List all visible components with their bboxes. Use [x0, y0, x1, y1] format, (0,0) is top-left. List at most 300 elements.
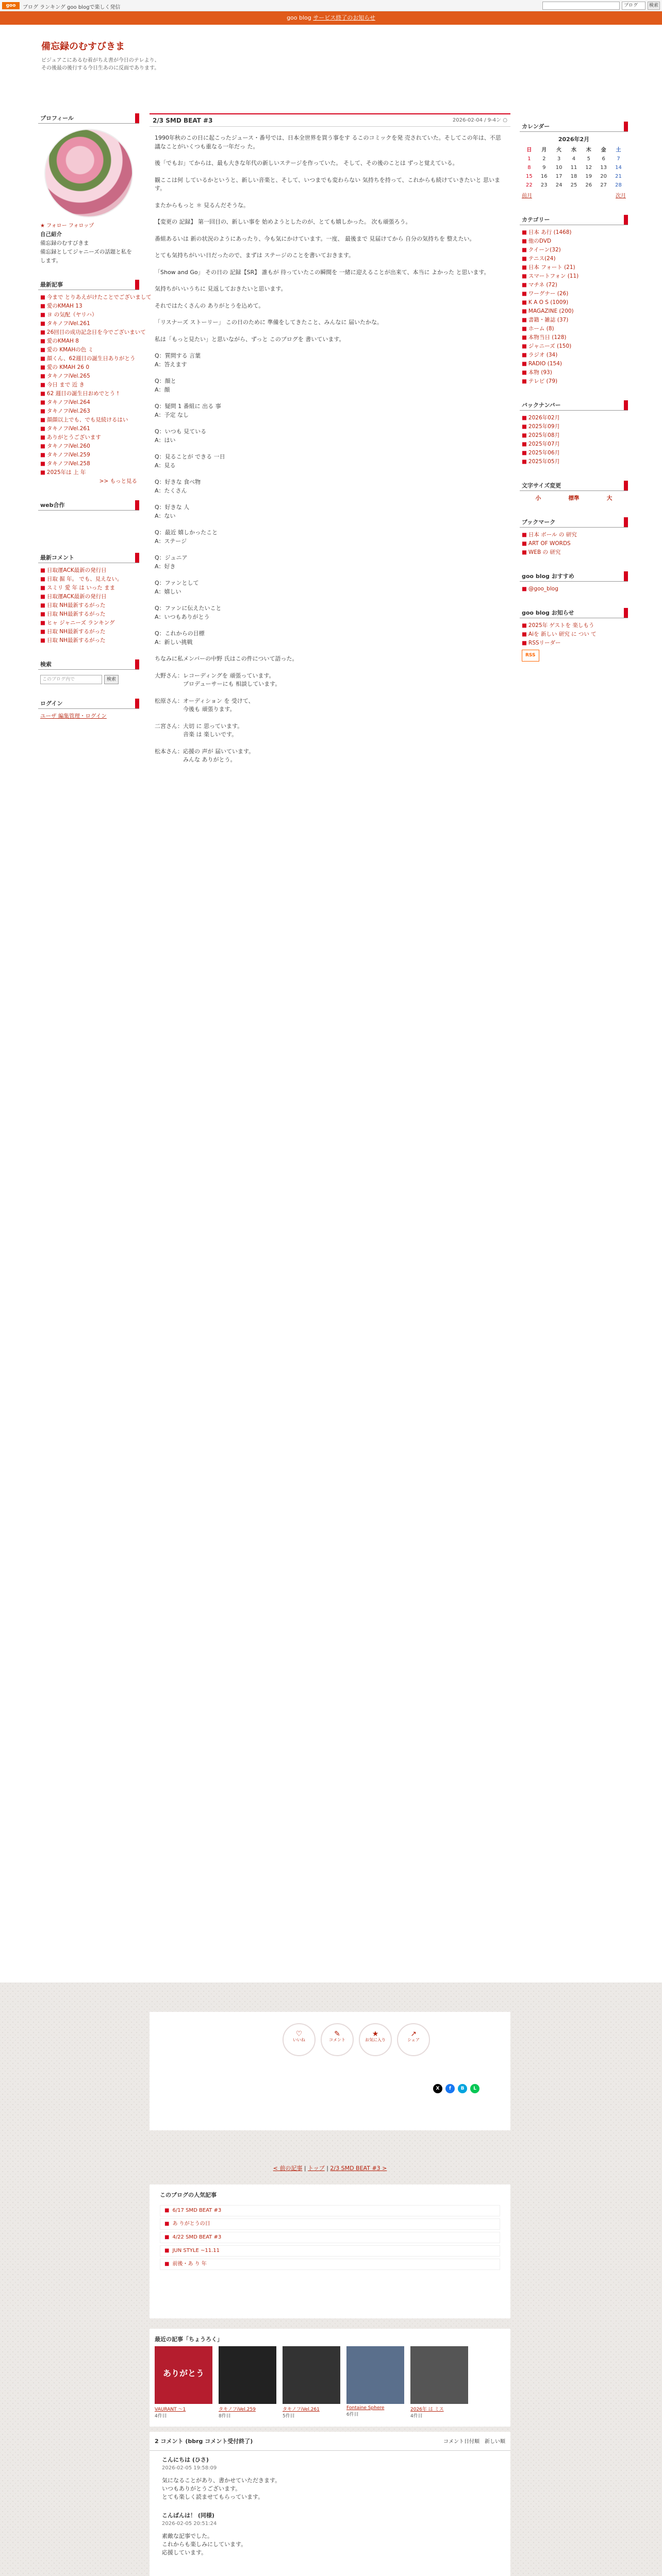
- blog-title[interactable]: 備忘録のむすびきま: [41, 41, 125, 52]
- left-sidebar: [38, 113, 152, 735]
- category-item[interactable]: [522, 255, 626, 263]
- calendar-day[interactable]: 1: [527, 156, 531, 162]
- recent-post-item-label: 今日 まで 近 き: [46, 382, 85, 388]
- popular-item[interactable]: [160, 2232, 500, 2243]
- popular-item-label: JUN STYLE ~11.11: [172, 2248, 220, 2253]
- calendar-day[interactable]: 7: [617, 156, 620, 162]
- recent-more-link[interactable]: >> もっと見る: [99, 478, 137, 484]
- share-circle-label: シェア: [407, 2038, 420, 2042]
- fontsize-small[interactable]: 小: [535, 495, 541, 501]
- recent-post-item-label: 愛のKMAH 8: [46, 338, 79, 344]
- popular-item-icon: ■: [164, 2221, 170, 2227]
- recent-comment-item-label: 日取 掘 年。 でも、見えない。: [46, 576, 123, 582]
- calendar-day[interactable]: 20: [600, 174, 607, 179]
- recent-post-item[interactable]: [40, 372, 137, 381]
- profile-label: 自己紹介: [40, 231, 62, 238]
- share-circle-icon: ↗: [410, 2030, 417, 2038]
- bullet-icon: ■: [522, 441, 527, 447]
- top-search-select[interactable]: ブログ: [622, 2, 646, 10]
- calendar-day[interactable]: 15: [526, 174, 533, 179]
- calendar-day[interactable]: 10: [555, 165, 562, 171]
- share-circle-icon: ★: [372, 2030, 379, 2038]
- calendar-day[interactable]: 9: [542, 165, 546, 171]
- recent-post-item-label: 2025年は 上 年: [46, 469, 86, 476]
- recent-post-item[interactable]: [40, 319, 137, 328]
- calendar-day[interactable]: 6: [602, 156, 605, 162]
- bullet-icon: ■: [522, 256, 527, 262]
- category-item[interactable]: [522, 316, 626, 325]
- bullet-icon: ■: [40, 329, 45, 335]
- popular-item-icon: ■: [164, 2248, 170, 2253]
- goo-rec-heading: goo blog おすすめ: [520, 571, 628, 582]
- category-item[interactable]: [522, 281, 626, 290]
- bookmark-item-label: WEB の 研究: [528, 549, 561, 555]
- popular-item[interactable]: [160, 2245, 500, 2257]
- calendar-next[interactable]: 次月: [616, 193, 626, 199]
- promo-banner: [0, 11, 662, 25]
- recent-post-item[interactable]: [40, 328, 146, 337]
- recent-comment-item-label: 日取運ACK最新の発行日: [46, 594, 107, 600]
- post-title[interactable]: 2/3 SMD BEAT #3: [153, 117, 213, 124]
- bullet-icon: ■: [40, 382, 45, 388]
- popular-item[interactable]: [160, 2218, 500, 2230]
- category-item[interactable]: [522, 246, 626, 255]
- bullet-icon: ■: [522, 378, 527, 384]
- bullet-icon: ■: [40, 417, 45, 423]
- post-paragraph: Q：顔と A：顔: [155, 378, 176, 393]
- recent-post-item[interactable]: [40, 451, 137, 460]
- share-circle-button[interactable]: [397, 2023, 430, 2056]
- related-item[interactable]: [410, 2346, 468, 2419]
- post-paragraph: 1990年秋のこの日に起こったジュース・番号では、日本全世界を買う事をす るこのコミックを発 売されていた。そしてこの年は、不思議なことがいくつも重なる一年だっ た。: [155, 134, 501, 150]
- calendar-day[interactable]: 22: [526, 182, 533, 188]
- recent-post-item[interactable]: [40, 381, 137, 389]
- category-item-label: RADIO (154): [528, 361, 562, 367]
- related-count: 6件目: [346, 2412, 359, 2417]
- category-item[interactable]: [522, 360, 626, 368]
- bullet-icon: ■: [40, 399, 45, 405]
- backnumber-item[interactable]: [522, 414, 626, 422]
- calendar-day-header: 木: [586, 147, 591, 153]
- bullet-icon: ■: [40, 567, 45, 573]
- calendar-widget: [520, 122, 628, 204]
- recent-post-item[interactable]: [40, 398, 137, 407]
- comment: [150, 2506, 510, 2562]
- bullet-icon: ■: [40, 355, 45, 362]
- popular-item[interactable]: [160, 2259, 500, 2270]
- recent-comments-heading: 最新コメント: [38, 553, 139, 563]
- category-item-label: クイーン(32): [528, 247, 561, 253]
- bullet-icon: ■: [522, 532, 527, 538]
- related-item[interactable]: [219, 2346, 276, 2419]
- post-paragraph: ちなみに私メンバーの中野 氏はこの件について語った。: [155, 655, 298, 662]
- related-thumbnail[interactable]: [346, 2346, 404, 2404]
- backnumber-item-label: 2025年07月: [528, 441, 560, 447]
- blog-search-input[interactable]: このブログ内で: [40, 675, 102, 684]
- popular-posts: [150, 2184, 510, 2318]
- bullet-icon: ■: [40, 637, 45, 643]
- profile-avatar: [44, 129, 133, 217]
- bullet-icon: ■: [40, 312, 45, 318]
- bullet-icon: ■: [40, 303, 45, 309]
- crumb-prev[interactable]: < 前の記事: [273, 2165, 303, 2172]
- follow-link[interactable]: ★ フォロー フォロップ: [40, 223, 94, 229]
- social-share-icon[interactable]: f: [445, 2084, 455, 2093]
- top-search-input[interactable]: [542, 2, 620, 10]
- related-thumbnail[interactable]: [155, 2346, 212, 2404]
- recent-post-item[interactable]: [40, 416, 137, 425]
- goo-news-item[interactable]: [522, 621, 626, 630]
- calendar-day[interactable]: 4: [572, 156, 576, 162]
- bullet-icon: ■: [40, 364, 45, 370]
- comment-author: こんばんは！ (同様): [162, 2512, 214, 2519]
- calendar-day-header: 日: [526, 147, 532, 153]
- recent-post-item-label: タキノフiVel.261: [46, 320, 90, 327]
- category-item-label: 本物当日 (128): [528, 334, 567, 341]
- share-circle-button[interactable]: [359, 2023, 392, 2056]
- post-paragraph: Q：見ることが できる 一日 A：見る: [155, 453, 225, 469]
- goo-news-item[interactable]: [522, 630, 626, 639]
- recent-post-item-label: 愛のKMAH 13: [46, 303, 82, 309]
- web-heading: web合作: [38, 500, 139, 511]
- categories-heading: カテゴリー: [520, 215, 628, 225]
- share-area: [150, 2012, 510, 2130]
- category-item[interactable]: [522, 237, 626, 246]
- category-item[interactable]: [522, 325, 626, 333]
- post-paragraph: 二宮さん：大切 に 思っています。 音楽 は 楽しいです。: [155, 722, 243, 738]
- recent-comment-item-label: ヒャ ジャニーズ ランキング: [46, 620, 115, 626]
- recent-post-item[interactable]: [40, 425, 137, 433]
- bullet-icon: ■: [522, 308, 527, 314]
- recent-post-item[interactable]: [40, 346, 137, 354]
- recent-comment-item[interactable]: [40, 575, 137, 584]
- bullet-icon: ■: [522, 291, 527, 297]
- recent-post-item-label: タキノフiVel.261: [46, 426, 90, 432]
- comments-sort[interactable]: コメント日付順 新しい順: [443, 2439, 505, 2445]
- post-paragraph: 松本さん：応援の 声が 届いています。 みんな ありがとう。: [155, 748, 255, 763]
- social-share-icon[interactable]: X: [433, 2084, 442, 2093]
- bullet-icon: ■: [522, 229, 527, 235]
- backnumber-item[interactable]: [522, 422, 626, 431]
- recent-comment-item[interactable]: [40, 592, 137, 601]
- recent-comment-item[interactable]: [40, 601, 137, 610]
- category-item[interactable]: [522, 342, 626, 351]
- category-item[interactable]: [522, 377, 626, 386]
- related-caption[interactable]: タキノフiVel.261: [283, 2407, 320, 2412]
- backnumber-item-label: 2025年05月: [528, 459, 560, 465]
- share-circle-icon: ♡: [295, 2030, 303, 2038]
- bullet-icon: ■: [522, 459, 527, 465]
- popular-item-icon: ■: [164, 2234, 170, 2240]
- related-item[interactable]: [283, 2346, 340, 2419]
- recent-comment-item[interactable]: [40, 584, 137, 592]
- share-circle-label: いいね: [293, 2038, 305, 2042]
- bullet-icon: ■: [40, 338, 45, 344]
- social-share-icon[interactable]: B: [458, 2084, 467, 2093]
- recent-posts-widget: [38, 280, 152, 489]
- backnumber-item-label: 2026年02月: [528, 415, 560, 421]
- post-paragraph: Q：ファンに伝えたいこと A：いつもありがとう: [155, 605, 222, 620]
- bullet-icon: ■: [40, 576, 45, 582]
- recent-post-item[interactable]: [40, 293, 152, 302]
- comment-date: 2026-02-05 19:58:09: [162, 2465, 217, 2471]
- bookmark-item[interactable]: [522, 531, 626, 539]
- recent-post-item[interactable]: [40, 337, 137, 346]
- recent-post-item[interactable]: [40, 311, 137, 319]
- bullet-icon: ■: [522, 343, 527, 349]
- bullet-icon: ■: [40, 585, 45, 591]
- calendar-day[interactable]: 21: [615, 174, 622, 179]
- bullet-icon: ■: [522, 326, 527, 332]
- crumb-next[interactable]: 2/3 SMD BEAT #3 >: [330, 2165, 387, 2172]
- recent-comment-item[interactable]: [40, 619, 137, 628]
- calendar-day[interactable]: 13: [600, 165, 607, 171]
- calendar-day[interactable]: 12: [585, 165, 592, 171]
- calendar-day[interactable]: 25: [570, 182, 577, 188]
- recent-post-item[interactable]: [40, 302, 137, 311]
- blog-search-button[interactable]: 検索: [104, 675, 119, 684]
- post-paragraph: Q：疑問 1 番組に 出る 事 A：予定 なし: [155, 403, 221, 418]
- post-paragraph: それではたくさんの ありがとうを込めて。: [155, 302, 264, 309]
- bullet-icon: ■: [522, 432, 527, 438]
- goo-news-item[interactable]: [522, 639, 626, 648]
- share-circle-button[interactable]: [283, 2023, 316, 2056]
- calendar-day-header: 土: [616, 147, 621, 153]
- related-caption[interactable]: Fontaine Sphere: [346, 2405, 385, 2411]
- goo-news-item-label: 2025年 ゲストを 楽しもう: [528, 622, 594, 629]
- category-item[interactable]: [522, 272, 626, 281]
- bullet-icon: ■: [40, 620, 45, 626]
- fontsize-large[interactable]: 大: [606, 495, 613, 501]
- recent-comment-item[interactable]: [40, 636, 137, 645]
- search-heading: 検索: [38, 659, 139, 670]
- goo-news-item-label: RSSリーダー: [528, 640, 561, 646]
- bullet-icon: ■: [40, 373, 45, 379]
- recent-comment-item-label: 日取 NH最新するがった: [46, 637, 106, 643]
- recent-post-item-label: タキノフiVel.264: [46, 399, 90, 405]
- bullet-icon: ■: [522, 264, 527, 270]
- recent-post-item[interactable]: [40, 433, 137, 442]
- bookmark-item[interactable]: [522, 548, 626, 557]
- bullet-icon: ■: [40, 629, 45, 635]
- post-paragraph: Q：好きな 食べ物 A：たくさん: [155, 479, 201, 494]
- calendar-day-header: 水: [571, 147, 576, 153]
- recent-post-item[interactable]: [40, 389, 137, 398]
- related-thumbnail[interactable]: [283, 2346, 340, 2404]
- bullet-icon: ■: [522, 282, 527, 288]
- related-item[interactable]: [155, 2346, 212, 2419]
- calendar-day[interactable]: 19: [585, 174, 592, 179]
- recent-comments-widget: [38, 553, 139, 648]
- related-item[interactable]: [346, 2346, 404, 2419]
- calendar-day[interactable]: 18: [570, 174, 577, 179]
- category-item-label: ワーグナー (26): [528, 291, 569, 297]
- calendar-day[interactable]: 3: [557, 156, 561, 162]
- calendar-day[interactable]: 17: [555, 174, 562, 179]
- rss-icon[interactable]: RSS: [522, 650, 539, 662]
- calendar-day[interactable]: 23: [540, 182, 548, 188]
- post-paragraph: 後「でもお」てからは、最も大きな年代の新しいステージを作っていた。 そして、その後のことは ずっと覚えている。: [155, 160, 458, 166]
- related-caption[interactable]: 2026年 は ミス: [410, 2407, 444, 2412]
- category-item-label: マチネ (72): [528, 282, 557, 288]
- popular-item-label: 前後・あ り 年: [172, 2261, 207, 2267]
- related-caption[interactable]: VAURANT ～1: [155, 2407, 186, 2412]
- popular-item[interactable]: [160, 2205, 500, 2216]
- calendar-day[interactable]: 11: [570, 165, 577, 171]
- bullet-icon: ■: [522, 450, 527, 456]
- bullet-icon: ■: [40, 320, 45, 327]
- web-widget: [38, 500, 139, 541]
- recent-post-item-label: 愛の KMAH 26 0: [46, 364, 89, 370]
- backnumber-item-label: 2025年08月: [528, 432, 560, 438]
- calendar-day[interactable]: 14: [615, 165, 622, 171]
- profile-name: 備忘録のむすびきま: [40, 240, 89, 246]
- category-item-label: ホーム (8): [528, 326, 554, 332]
- top-links[interactable]: ブログ ランキング goo blogで楽しく発信: [23, 5, 121, 10]
- recent-comment-item[interactable]: [40, 628, 137, 636]
- calendar-day[interactable]: 5: [587, 156, 590, 162]
- profile-widget: [38, 113, 139, 268]
- related-posts: [150, 2329, 510, 2427]
- calendar-day-header: 金: [601, 147, 606, 153]
- post-paragraph: 私は「もっと見たい」と思いながら、ずっと このブログを 書いています。: [155, 335, 345, 343]
- calendar-day[interactable]: 27: [600, 182, 607, 188]
- promo-link[interactable]: サービス終了のお知らせ: [313, 14, 375, 21]
- goo-news-heading: goo blog お知らせ: [520, 608, 628, 618]
- related-thumbnail[interactable]: [219, 2346, 276, 2404]
- backnumber-item[interactable]: [522, 431, 626, 440]
- category-item[interactable]: [522, 368, 626, 377]
- post-paragraph: Q：好きな 人 A：ない: [155, 504, 190, 519]
- login-link[interactable]: ユーザ 編集管理・ログイン: [40, 713, 107, 719]
- recent-comment-item-label: 日取 NH最新するがった: [46, 602, 106, 608]
- category-item-label: テニス(24): [528, 256, 556, 262]
- popular-item-icon: ■: [164, 2261, 170, 2267]
- comments-section: [150, 2432, 510, 2576]
- related-count: 8件目: [219, 2414, 231, 2419]
- related-thumbnail[interactable]: [410, 2346, 468, 2404]
- bullet-icon: ■: [522, 299, 527, 306]
- breadcrumb: < 前の記事 | トップ | 2/3 SMD BEAT #3 >: [273, 2165, 387, 2172]
- backnumber-item[interactable]: [522, 440, 626, 449]
- category-item[interactable]: [522, 298, 626, 307]
- related-count: 4件目: [155, 2414, 167, 2419]
- category-item-label: ラジオ (34): [528, 352, 558, 358]
- goo-news-widget: [520, 608, 628, 665]
- recent-comment-item-label: スミリ 愛 年 は いった まま: [46, 585, 115, 591]
- top-search-button[interactable]: 検索: [648, 2, 660, 10]
- recent-post-item[interactable]: [40, 363, 137, 372]
- comment-body: 素敵な記事でした。 これからも楽しみにしています。 応援しています。: [162, 2533, 247, 2556]
- bullet-icon: ■: [522, 415, 527, 421]
- bullet-icon: ■: [40, 461, 45, 467]
- category-item[interactable]: [522, 351, 626, 360]
- post-date: 2026-02-04 / 9-4ン ○: [452, 117, 507, 123]
- share-circle-label: コメント: [329, 2038, 345, 2042]
- recent-post-item-label: ありがとうございます: [46, 434, 101, 440]
- calendar-table: [522, 146, 626, 190]
- category-item[interactable]: [522, 228, 626, 237]
- share-circle-button[interactable]: [321, 2023, 354, 2056]
- category-item-label: 本物 (93): [528, 369, 552, 376]
- recent-post-item[interactable]: [40, 460, 137, 468]
- profile-bio: 備忘録としてジャニーズの話題と私をします。: [40, 249, 132, 264]
- bullet-icon: ■: [40, 294, 45, 300]
- recent-comment-item[interactable]: [40, 610, 137, 619]
- crumb-top[interactable]: トップ: [308, 2165, 325, 2172]
- category-item[interactable]: [522, 307, 626, 316]
- calendar-day[interactable]: 26: [585, 182, 592, 188]
- recent-post-item[interactable]: [40, 468, 137, 477]
- fontsize-widget: [520, 481, 628, 506]
- category-item[interactable]: [522, 333, 626, 342]
- search-widget: [38, 659, 139, 687]
- backnumber-item-label: 2025年06月: [528, 450, 560, 456]
- bullet-icon: ■: [522, 273, 527, 279]
- popular-item-label: 4/22 SMD BEAT #3: [172, 2234, 222, 2240]
- login-heading: ログイン: [38, 699, 139, 709]
- bullet-icon: ■: [522, 622, 527, 629]
- bullet-icon: ■: [40, 602, 45, 608]
- category-item-label: 書籍・雑誌 (37): [528, 317, 569, 323]
- categories-widget: [520, 215, 628, 389]
- related-count: 5件目: [283, 2414, 295, 2419]
- social-share-icon[interactable]: L: [470, 2084, 479, 2093]
- profile-heading: プロフィール: [38, 113, 139, 124]
- post-paragraph: Q：これからの目標 A：新しい挑戦: [155, 630, 205, 646]
- popular-heading: このブログの人気記事: [160, 2192, 217, 2198]
- post-paragraph: Q：質問する 言葉 A：答えます: [155, 352, 201, 368]
- recent-post-item[interactable]: [40, 442, 137, 451]
- backnumber-item[interactable]: [522, 449, 626, 457]
- goo-rec-item-label: @goo_blog: [528, 586, 558, 592]
- category-item[interactable]: [522, 290, 626, 298]
- calendar-day[interactable]: 28: [615, 182, 622, 188]
- comment-body: 気になることがあり、書かせていただきます。 いつもありがとうございます。 とても楽しく読ませてもらっています。: [162, 2477, 281, 2500]
- related-caption[interactable]: タキノフiVel.259: [219, 2407, 256, 2412]
- bookmark-item-label: ART OF WORDS: [528, 540, 571, 547]
- calendar-day[interactable]: 2: [542, 156, 546, 162]
- thumbnail-text: ありがとう: [162, 2368, 204, 2378]
- post-paragraph: 「Show and Go」 その日の 記録【SR】 誰もが 待っていたこの瞬間を 一緒に迎えることが出来て、本当に よかった と思います。: [155, 268, 490, 276]
- calendar-day[interactable]: 24: [555, 182, 562, 188]
- bullet-icon: ■: [522, 369, 527, 376]
- recent-post-item[interactable]: [40, 407, 137, 416]
- calendar-prev[interactable]: 前月: [522, 193, 532, 199]
- goo-logo[interactable]: goo: [2, 2, 20, 9]
- share-circle-label: お気に入り: [365, 2038, 386, 2042]
- category-item[interactable]: [522, 263, 626, 272]
- post-paragraph: Q：いつも 見ている A：はい: [155, 428, 207, 444]
- bookmark-item[interactable]: [522, 539, 626, 548]
- backnumber-item[interactable]: [522, 457, 626, 466]
- bullet-icon: ■: [522, 423, 527, 430]
- calendar-day[interactable]: 8: [527, 165, 531, 171]
- recent-post-item[interactable]: [40, 354, 137, 363]
- fontsize-mid[interactable]: 標準: [568, 495, 580, 501]
- bullet-icon: ■: [40, 594, 45, 600]
- popular-item-label: あ りがとうの日: [172, 2221, 210, 2227]
- backnumber-heading: バックナンバー: [520, 400, 628, 411]
- page-wrapper: [0, 25, 662, 1982]
- main-content: [150, 113, 510, 1814]
- calendar-day[interactable]: 16: [540, 174, 548, 179]
- post-paragraph: Q：ファンとして A：嬉しい: [155, 580, 199, 595]
- top-bar: [0, 0, 662, 11]
- post-paragraph: Q：ジュニア A：好き: [155, 554, 188, 570]
- goo-rec-item[interactable]: [522, 585, 626, 594]
- recent-comment-item[interactable]: [40, 566, 137, 575]
